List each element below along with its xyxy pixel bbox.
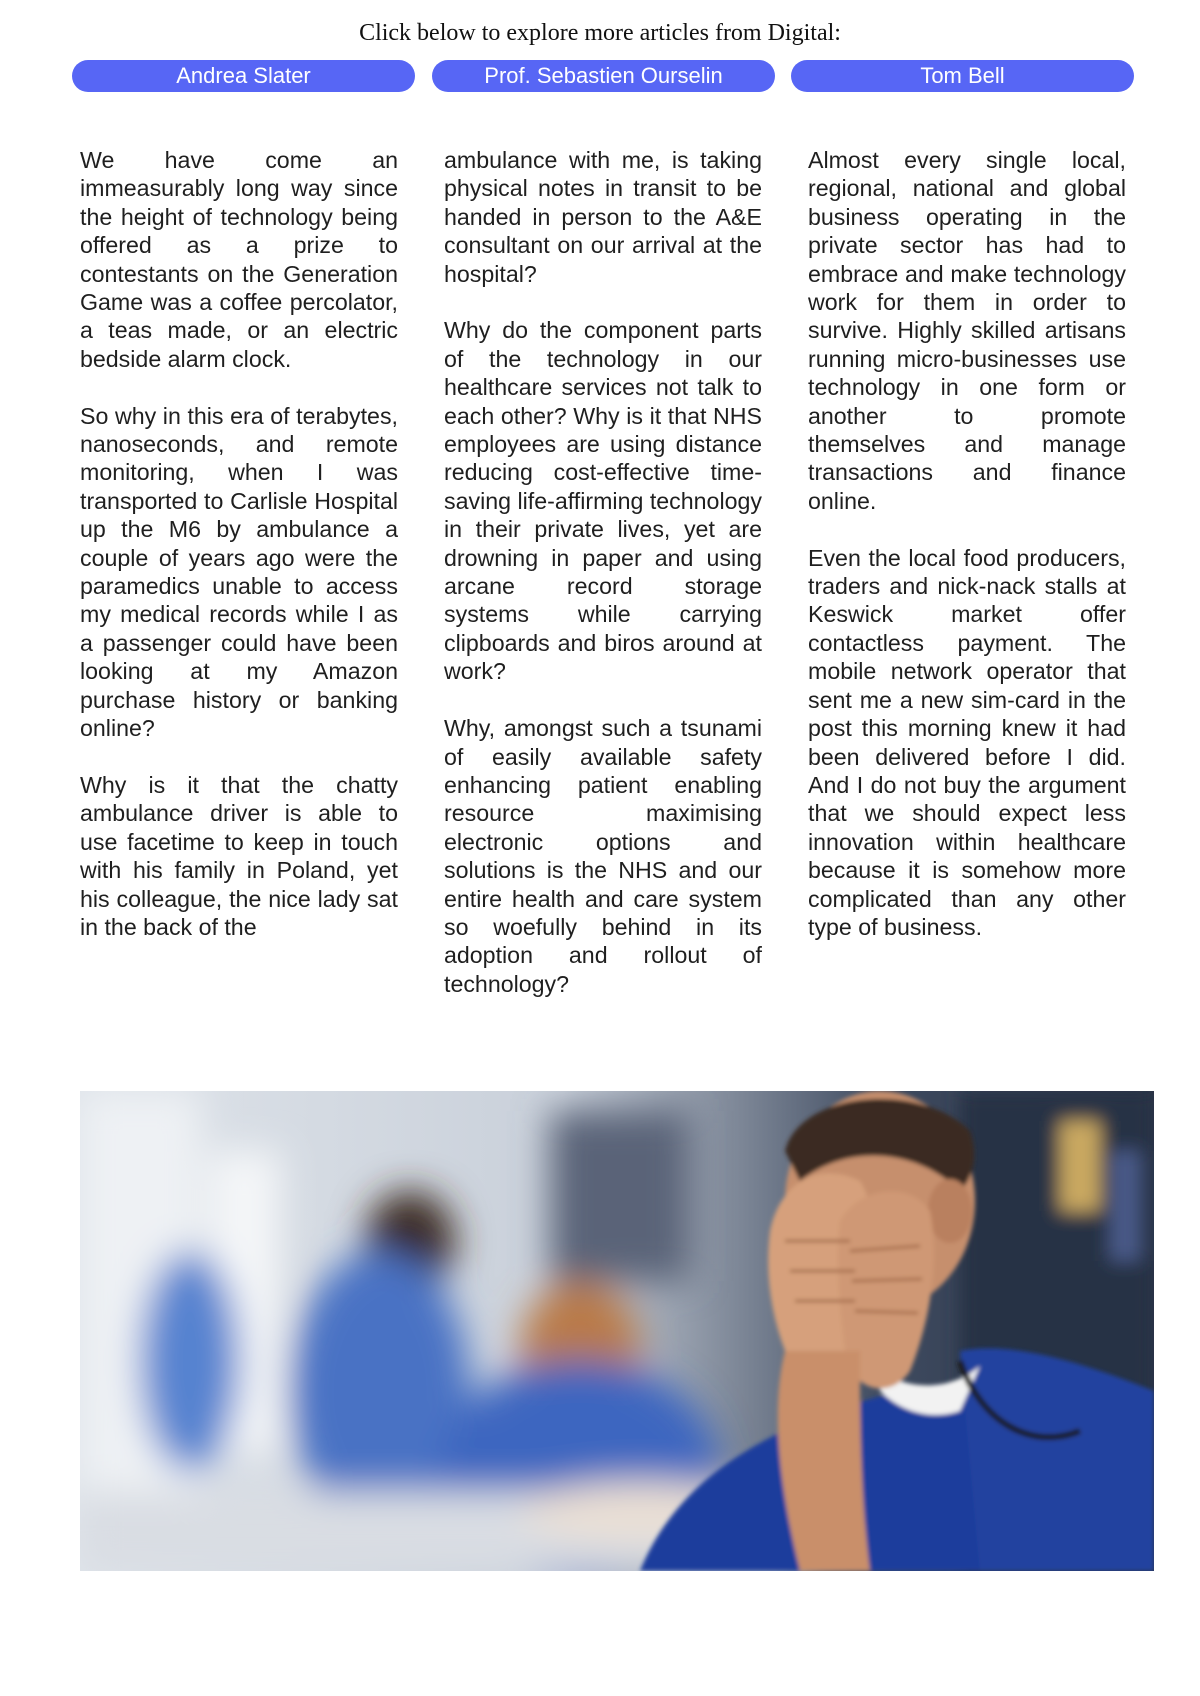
stressed-nurse-photo [80, 1091, 1154, 1571]
article-paragraph: Almost every single local, regional, national and global business operating in the private sector has had to embrace and make technology work for them in order to survive. Highly skilled artisans running micro-businesses use technology in one form or another to promote themselves and manage transactions and finance online. [808, 147, 1126, 514]
article-column-1 [80, 146, 398, 941]
article-column-2 [444, 146, 762, 998]
article-paragraph: Why is it that the chatty ambulance driver is able to use facetime to keep in touch with his family in Poland, yet his colleague, the nice lady sat in the back of the [80, 771, 398, 940]
article-paragraph: Even the local food producers, traders and nick-nack stalls at Keswick market offer contactless payment. The mobile network operator that sent me a new sim-card in the post this morning knew it had been delivered before I did. And I do not buy the argument that we should expect less innovation within healthcare because it is somehow more complicated than any other type of business. [808, 544, 1126, 940]
article-paragraph: Why do the component parts of the technology in our healthcare services not talk to each other? Why is it that NHS employees are using distance reducing cost-effective time-saving life-affirming technology in their private lives, yet are drowning in paper and using arcane record storage systems while carrying clipboards and biros around at work? [444, 317, 762, 685]
article-paragraph: We have come an immeasurably long way since the height of technology being offered as a prize to contestants on the Generation Game was a coffee percolator, a teas made, or an electric bedside alarm clock. [80, 147, 398, 372]
article-paragraph: So why in this era of terabytes, nanoseconds, and remote monitoring, when I was transported to Carlisle Hospital up the M6 by ambulance a couple of years ago were the paramedics unable to access my medical records while I as a passenger could have been looking at my Amazon purchase history or banking online? [80, 402, 398, 742]
explore-heading: Click below to explore more articles from Digital: [359, 20, 841, 46]
article-paragraph: ambulance with me, is taking physical notes in transit to be handed in person to the A&E consultant on our arrival at the hospital? [444, 147, 762, 287]
author-button-tom-bell[interactable]: Tom Bell [791, 60, 1134, 92]
article-photo [80, 1091, 1154, 1571]
article-paragraph: Why, amongst such a tsunami of easily available safety enhancing patient enabling resource maximising electronic options and solutions is the NHS and our entire health and care system so woefully behind in its adoption and rollout of technology? [444, 715, 762, 997]
author-button-andrea-slater[interactable]: Andrea Slater [72, 60, 415, 92]
article-column-3 [808, 146, 1126, 941]
author-button-sebastien-ourselin[interactable]: Prof. Sebastien Ourselin [432, 60, 775, 92]
